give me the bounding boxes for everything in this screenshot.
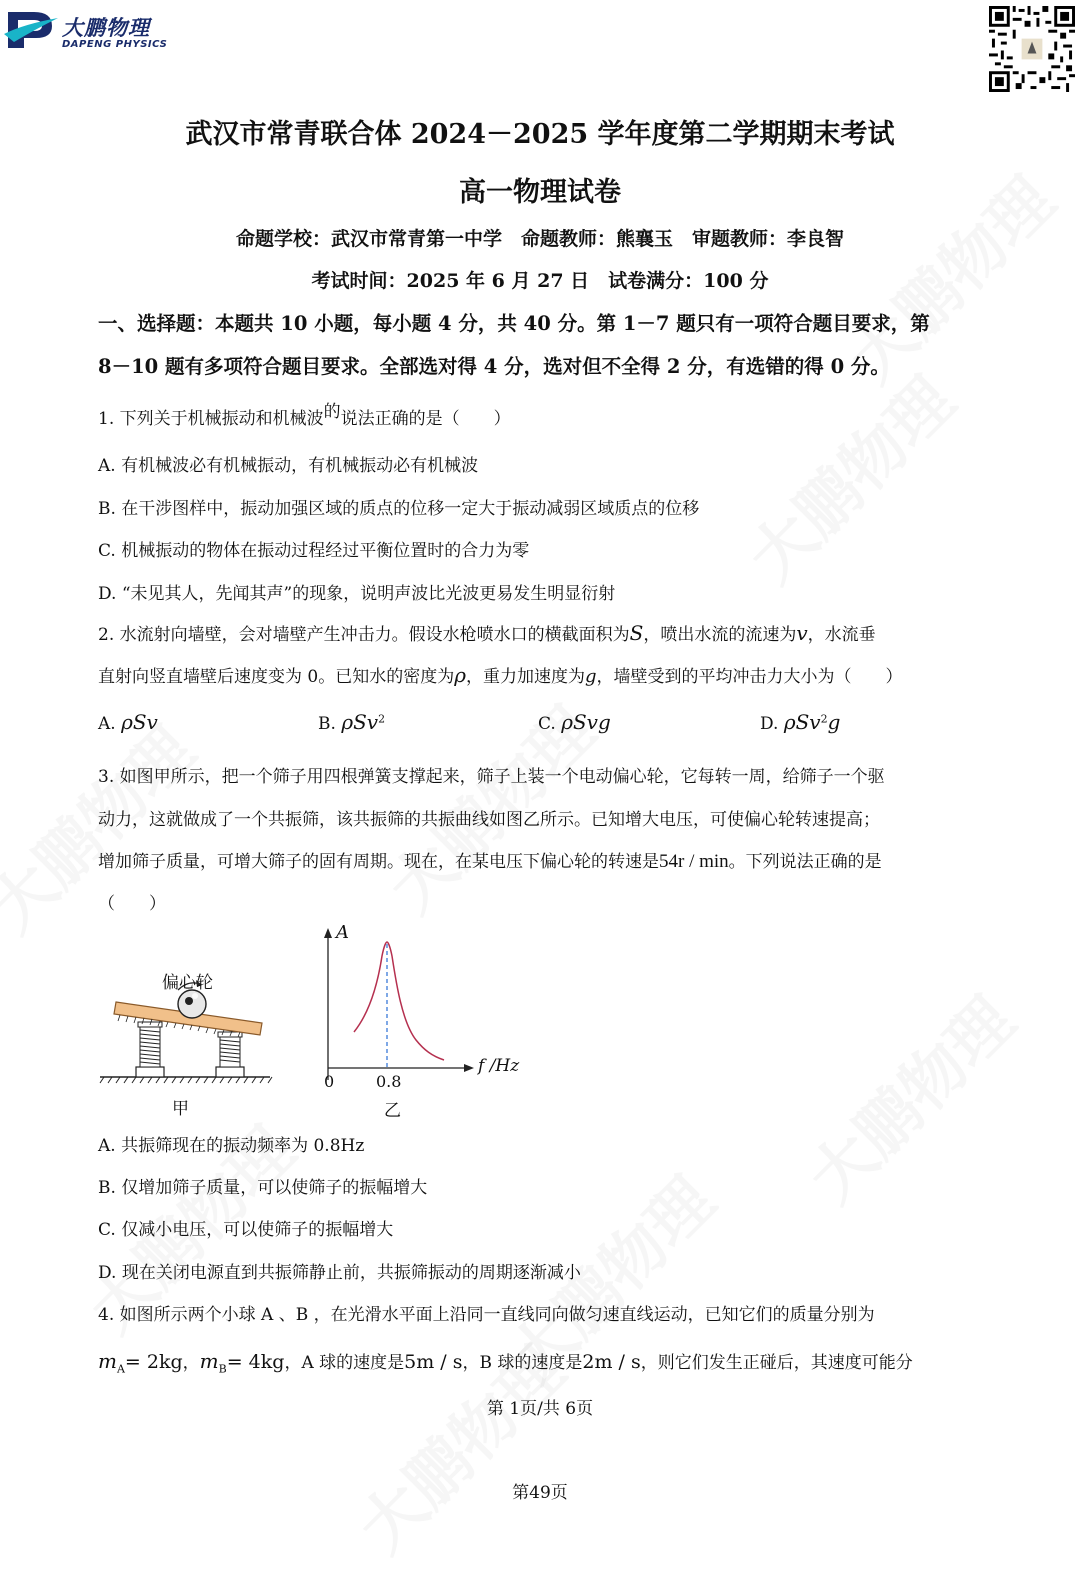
mass-value-a: = 2kg xyxy=(124,1351,183,1373)
q3-option-a: A. 共振筛现在的振动频率为 0.8Hz xyxy=(98,1136,365,1156)
option-formula: ρSvg xyxy=(561,710,611,734)
q2-text: ，重力加速度为 xyxy=(466,667,585,687)
axis-label-frequency: f /Hz xyxy=(478,1056,520,1076)
q3-option-b: B. 仅增加筛子质量，可以使筛子的振幅增大 xyxy=(98,1178,428,1198)
option-formula: g xyxy=(827,710,841,734)
option-exponent: 2 xyxy=(820,712,828,726)
q3-option-c: C. 仅减小电压，可以使筛子的振幅增大 xyxy=(98,1220,394,1240)
q2-text: 2. 水流射向墙壁，会对墙壁产生冲击力。假设水枪喷水口的横截面积为 xyxy=(98,625,630,645)
q1-option-b: B. 在干涉图样中，振动加强区域的质点的位移一定大于振动减弱区域质点的位移 xyxy=(98,499,700,519)
logo-text: 大鹏物理 xyxy=(62,16,150,40)
q3-rotation-speed: 54r / min xyxy=(659,851,729,872)
watermark xyxy=(785,973,1031,1219)
q2-option-a xyxy=(98,710,158,734)
mass-value-b: = 4kg xyxy=(226,1351,285,1373)
q2-symbol-v: v xyxy=(796,621,808,645)
q4-text: ，A 球的速度是 xyxy=(284,1353,405,1373)
q4-stem-line1: 4. 如图所示两个小球 A 、B ，在光滑水平面上沿同一直线同向做匀速直线运动，已知它们的质量分别为 xyxy=(98,1305,875,1325)
velocity-b: 2m / s xyxy=(582,1351,641,1373)
q3-option-d: D. 现在关闭电源直到共振筛静止前，共振筛振动的周期逐渐减小 xyxy=(98,1263,581,1283)
q4-text: ， xyxy=(182,1353,200,1373)
velocity-a: 5m / s xyxy=(404,1351,463,1373)
q2-symbol-s: S xyxy=(629,621,644,645)
qr-code xyxy=(989,6,1075,92)
wheel-label: 偏心轮 xyxy=(162,973,213,993)
q3-stem-line3 xyxy=(98,847,882,873)
q4-text: ，B 球的速度是 xyxy=(462,1353,583,1373)
option-formula: ρSv xyxy=(341,710,379,734)
q1-option-a: A. 有机械波必有机械振动，有机械振动必有机械波 xyxy=(98,456,479,476)
q2-option-b xyxy=(318,710,385,734)
q2-symbol-g: g xyxy=(585,666,597,687)
q2-text: ，喷出水流的流速为 xyxy=(643,625,797,645)
q2-symbol-rho: ρ xyxy=(454,663,466,687)
q2-option-d xyxy=(760,710,840,734)
q2-text: ，水流垂 xyxy=(807,625,876,645)
page-number: 第 1页/共 6页 xyxy=(486,1399,594,1419)
option-label: A. xyxy=(98,714,116,734)
section-heading: 一、选择题：本题共 10 小题，每小题 4 分，共 40 分。第 1－7 题只有一项符合题目要求，第 xyxy=(98,312,930,335)
q2-stem-line1 xyxy=(98,620,876,645)
q1-stem-raised: 的 xyxy=(323,402,341,422)
q2-option-c xyxy=(538,710,611,734)
q3-stem-line1: 3. 如图甲所示，把一个筛子用四根弹簧支撑起来，筛子上装一个电动偏心轮，它每转一周，给筛子一个驱 xyxy=(98,767,885,787)
q2-stem-line2 xyxy=(98,662,903,687)
logo-subtext: DAPENG PHYSICS xyxy=(62,39,168,50)
q3-stem-line2: 动力，这就做成了一个共振筛，该共振筛的共振曲线如图乙所示。已知增大电压，可使偏心轮转速提高； xyxy=(98,810,880,830)
option-label: D. xyxy=(760,714,779,734)
qr-code-icon xyxy=(989,6,1075,92)
q2-text: 直射向竖直墙壁后速度变为 0。已知水的密度为 xyxy=(98,667,455,687)
option-label: C. xyxy=(538,714,556,734)
dapeng-logo-icon xyxy=(4,6,60,52)
option-label: B. xyxy=(318,714,336,734)
resonance-sieve-figure xyxy=(98,922,528,1122)
book-page-number: 第49页 xyxy=(512,1483,568,1503)
q1-stem xyxy=(98,404,511,429)
section-heading-cont: 8－10 题有多项符合题目要求。全部选对得 4 分，选对但不全得 2 分，有选错的得 0 分。 xyxy=(98,355,890,378)
q1-stem-text: 1. 下列关于机械振动和机械波 xyxy=(98,409,324,429)
mass-symbol: m xyxy=(199,1349,219,1373)
exam-authors: 命题学校：武汉市常青第一中学 命题教师：熊襄玉 审题教师：李良智 xyxy=(235,228,844,250)
figure-label-jia: 甲 xyxy=(172,1099,189,1119)
q3-text: 。下列说法正确的是 xyxy=(728,852,882,872)
q3-stem-line4: （ ） xyxy=(98,894,166,914)
axis-label-amplitude: A xyxy=(336,922,349,943)
q4-text: ，则它们发生正碰后，其速度可能分 xyxy=(640,1353,913,1373)
q2-text: ，墙壁受到的平均冲击力大小为（ ） xyxy=(596,667,903,687)
axis-peak-tick-label: 0.8 xyxy=(376,1072,402,1091)
q1-option-c: C. 机械振动的物体在振动过程经过平衡位置时的合力为零 xyxy=(98,541,530,561)
q1-option-d: D. “未见其人，先闻其声”的现象，说明声波比光波更易发生明显衍射 xyxy=(98,584,616,604)
q1-stem-tail: 说法正确的是（ ） xyxy=(340,409,511,429)
q3-figure xyxy=(98,922,528,1122)
mass-subscript: B xyxy=(218,1362,227,1376)
option-formula: ρSv xyxy=(121,710,158,734)
mass-symbol: m xyxy=(98,1349,117,1373)
q3-text: 增加筛子质量，可增大筛子的固有周期。现在，在某电压下偏心轮的转速是 xyxy=(98,852,659,872)
exam-title: 武汉市常青联合体 2024－2025 学年度第二学期期末考试 xyxy=(185,119,895,150)
axis-origin-label: 0 xyxy=(324,1072,335,1091)
watermark xyxy=(725,353,971,599)
option-exponent: 2 xyxy=(378,712,386,726)
figure-label-yi: 乙 xyxy=(384,1101,401,1121)
brand-logo xyxy=(4,6,204,54)
exam-time: 考试时间：2025 年 6 月 27 日 试卷满分：100 分 xyxy=(311,270,769,292)
option-formula: ρSv xyxy=(783,710,821,734)
mass-subscript: A xyxy=(116,1362,125,1376)
exam-subject: 高一物理试卷 xyxy=(459,177,621,208)
q4-stem-line2 xyxy=(98,1348,913,1375)
